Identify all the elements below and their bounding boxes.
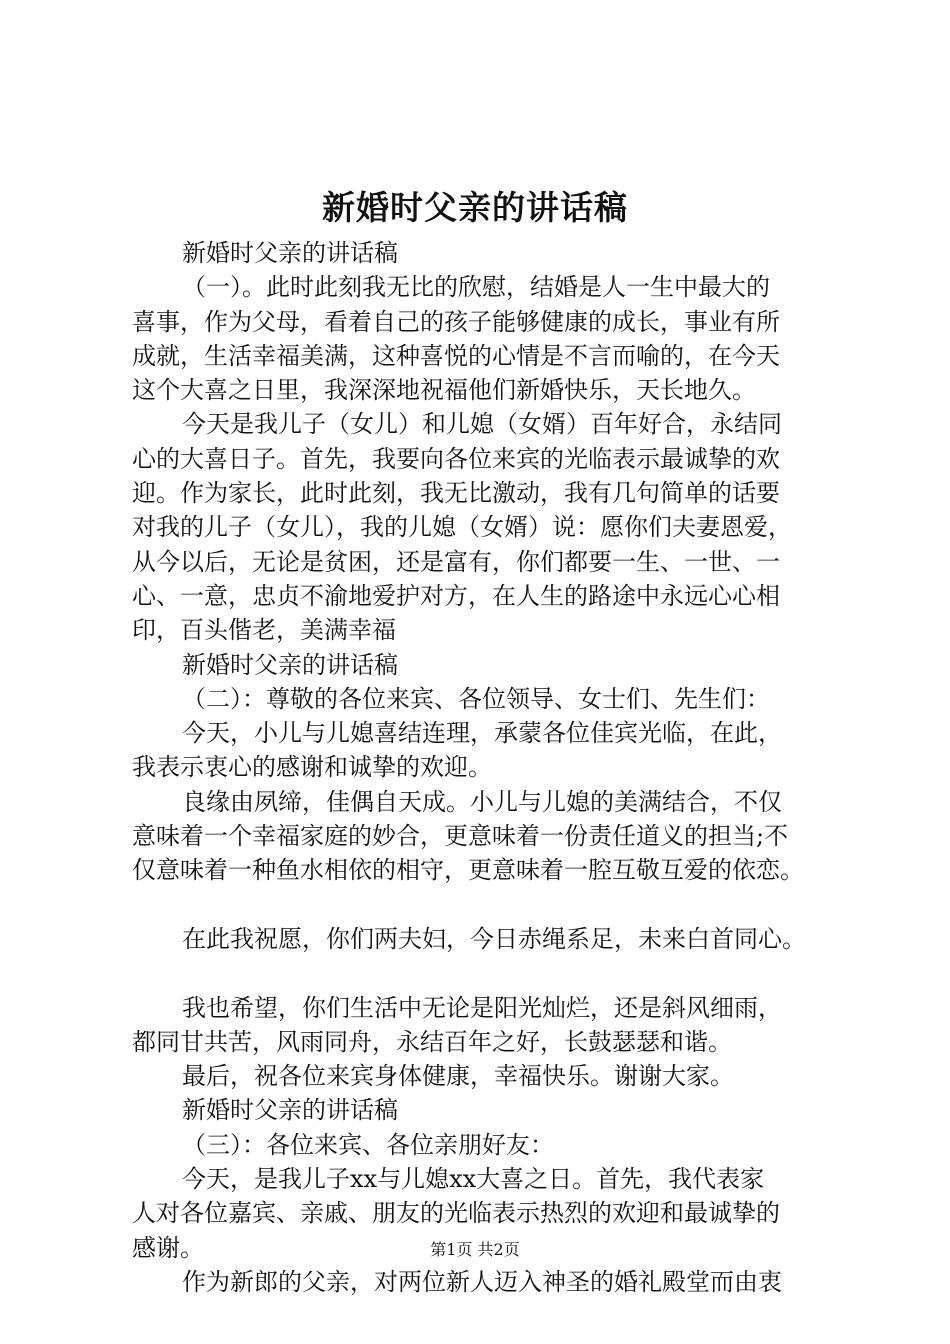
blank-line <box>132 888 852 922</box>
section-heading: 新婚时父亲的讲话稿 <box>182 650 398 679</box>
paragraph-line: 心、一意，忠贞不渝地爱护对方，在人生的路途中永远心心相 <box>132 581 780 610</box>
paragraph-line: 喜事，作为父母，看着自己的孩子能够健康的成长，事业有所 <box>132 307 780 336</box>
paragraph-line: 最后，祝各位来宾身体健康，幸福快乐。谢谢大家。 <box>182 1062 734 1091</box>
section-heading: 新婚时父亲的讲话稿 <box>182 239 398 267</box>
page-footer: 第1页 共2页 <box>430 1240 520 1259</box>
paragraph-line: 心的大喜日子。首先，我要向各位来宾的光临表示最诚挚的欢 <box>132 444 780 473</box>
paragraph-line: （二）：尊敬的各位来宾、各位领导、女士们、先生们： <box>182 684 770 713</box>
paragraph-line: 意味着一个幸福家庭的妙合，更意味着一份责任道义的担当;不 <box>132 822 789 851</box>
paragraph-line: 良缘由夙缔，佳偶自天成。小儿与儿媳的美满结合，不仅 <box>182 787 782 816</box>
paragraph-line: 迎。作为家长，此时此刻，我无比激动，我有几句简单的话要 <box>132 479 780 508</box>
paragraph-line: 我表示衷心的感谢和诚挚的欢迎。 <box>132 753 492 782</box>
paragraph-line: 成就，生活幸福美满，这种喜悦的心情是不言而喻的，在今天 <box>132 341 780 370</box>
paragraph-line: （一）。此时此刻我无比的欣慰，结婚是人一生中最大的 <box>182 273 770 302</box>
document-body <box>132 236 852 1299</box>
paragraph-line: 印，百头偕老，美满幸福 <box>132 616 396 645</box>
paragraph-line: 从今以后，无论是贫困，还是富有，你们都要一生、一世、一 <box>132 547 780 576</box>
paragraph-line: 我也希望，你们生活中无论是阳光灿烂，还是斜风细雨， <box>182 993 782 1022</box>
section-heading: 新婚时父亲的讲话稿 <box>182 1096 398 1125</box>
paragraph-line: 感谢。 <box>132 1233 204 1262</box>
paragraph-line: 今天，小儿与儿媳喜结连理，承蒙各位佳宾光临，在此， <box>182 719 782 748</box>
paragraph-line: 今天是我儿子（女儿）和儿媳（女婿）百年好合，永结同 <box>182 410 782 439</box>
paragraph-line: 都同甘共苦，风雨同舟，永结百年之好，长鼓瑟瑟和谐。 <box>132 1027 732 1056</box>
paragraph-line: 仅意味着一种鱼水相依的相守，更意味着一腔互敬互爱的依恋。 <box>132 856 804 885</box>
paragraph-line: 这个大喜之日里，我深深地祝福他们新婚快乐，天长地久。 <box>132 376 756 405</box>
document-title: 新婚时父亲的讲话稿 <box>322 188 628 227</box>
blank-line <box>132 956 852 990</box>
paragraph-line: 人对各位嘉宾、亲戚、朋友的光临表示热烈的欢迎和最诚挚的 <box>132 1199 780 1228</box>
paragraph-line: 作为新郎的父亲，对两位新人迈入神圣的婚礼殿堂而由衷 <box>182 1267 782 1296</box>
paragraph-line: 今天，是我儿子xx与儿媳xx大喜之日。首先，我代表家 <box>182 1165 765 1194</box>
paragraph-line: （三）：各位来宾、各位亲朋好友： <box>182 1130 554 1159</box>
paragraph-line: 在此我祝愿，你们两夫妇，今日赤绳系足，未来白首同心。 <box>182 924 806 953</box>
paragraph-line: 对我的儿子（女儿），我的儿媳（女婿）说：愿你们夫妻恩爱， <box>132 513 792 542</box>
